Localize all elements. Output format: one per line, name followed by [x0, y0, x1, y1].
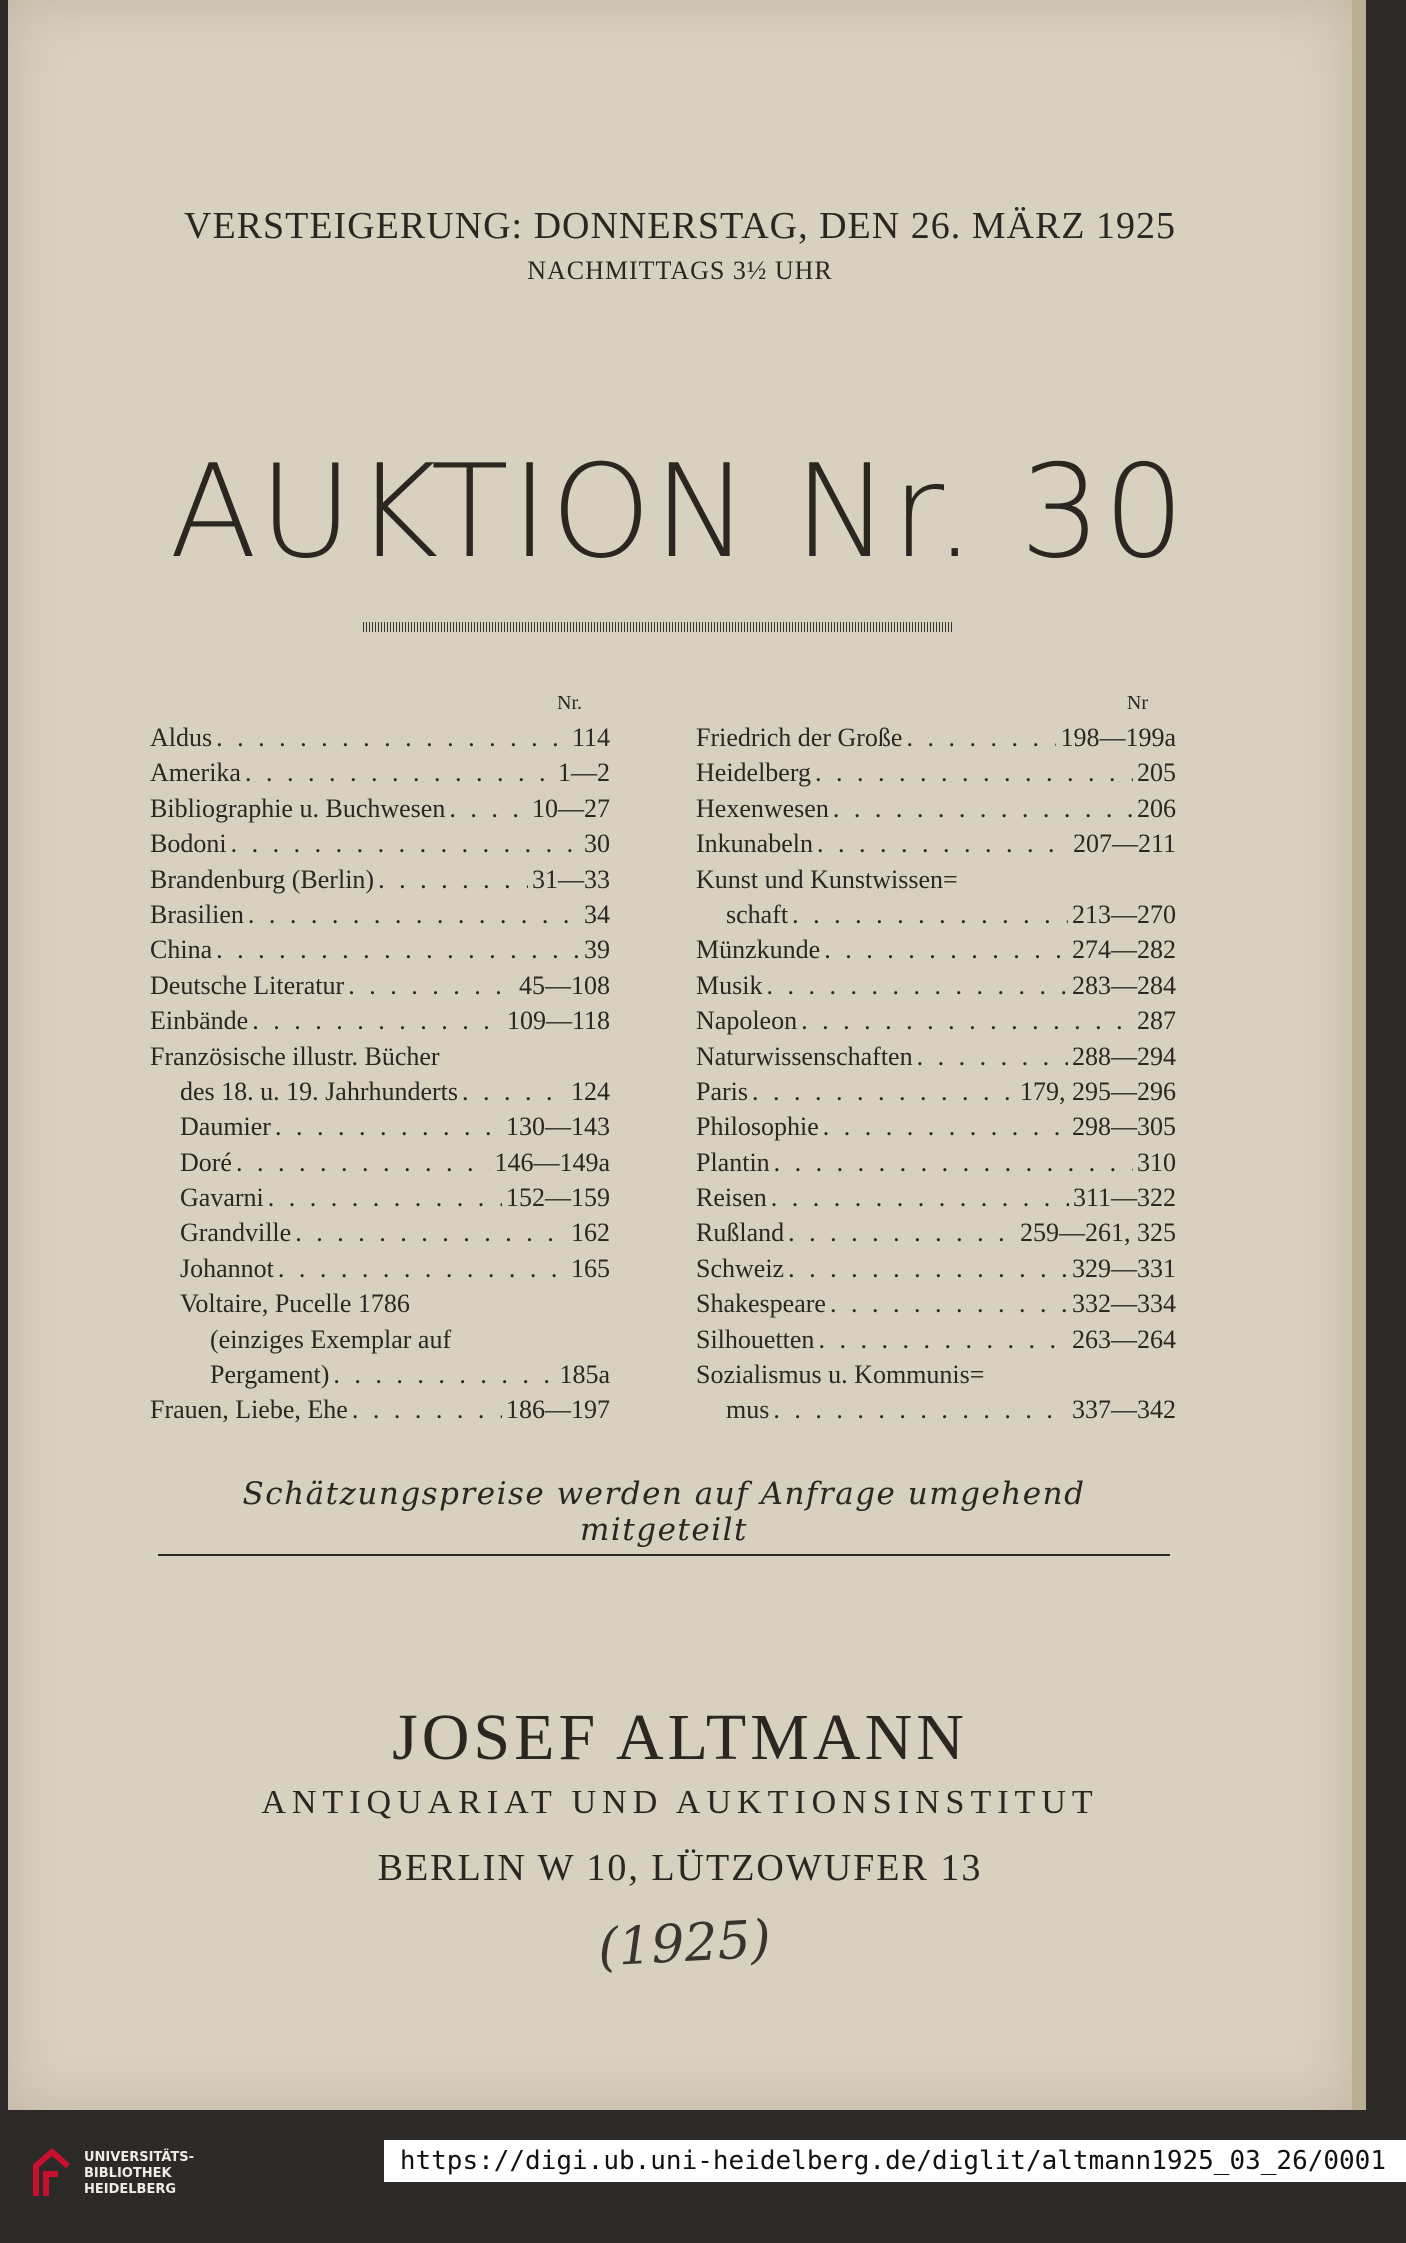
logo-line: BIBLIOTHEK: [84, 2166, 172, 2181]
entry-label: Shakespeare: [696, 1289, 826, 1319]
entry-label: Daumier: [180, 1112, 271, 1142]
entry-label: Inkunabeln: [696, 829, 813, 859]
entry-label: (einziges Exemplar auf: [210, 1324, 452, 1354]
permalink-url[interactable]: https://digi.ub.uni-heidelberg.de/diglit/altmann1925_03_26/0001: [384, 2140, 1406, 2182]
entry-number: 205: [1137, 758, 1176, 788]
index-entry: [696, 1251, 1176, 1286]
entry-label: Napoleon: [696, 1006, 798, 1036]
index-entry: [150, 1003, 610, 1038]
entry-label: Französische illustr. Bücher: [150, 1041, 440, 1071]
index-entry: [150, 932, 610, 967]
entry-number: 288—294: [1072, 1041, 1176, 1071]
entry-label: Grandville: [180, 1218, 292, 1248]
dot-leader: [378, 862, 528, 897]
dot-leader: [752, 1074, 1016, 1109]
index-entry: [696, 1392, 1176, 1427]
entry-label: Paris: [696, 1076, 748, 1106]
dot-leader: [833, 791, 1133, 826]
index-entry: [150, 1215, 610, 1250]
entry-label: des 18. u. 19. Jahrhunderts: [180, 1076, 459, 1106]
entry-label: China: [150, 935, 213, 965]
dot-leader: [295, 1215, 567, 1250]
entry-number: 30: [584, 829, 610, 859]
entry-number: 31—33: [532, 864, 610, 894]
entry-number: 179, 295—296: [1020, 1076, 1176, 1106]
entry-label: Bibliographie u. Buchwesen: [150, 793, 446, 823]
dot-leader: [449, 791, 528, 826]
entry-number: 109—118: [506, 1006, 610, 1036]
entry-label: Frauen, Liebe, Ehe: [150, 1395, 348, 1425]
index-entry: [696, 897, 1176, 932]
entry-label: Musik: [696, 970, 763, 1000]
firm-name: JOSEF ALTMANN: [392, 1701, 968, 1774]
index-column-left: [150, 692, 610, 1428]
entry-label: Doré: [180, 1147, 232, 1177]
index-entry: [150, 1109, 610, 1144]
index-column-right: [696, 692, 1176, 1428]
entry-label: Deutsche Literatur: [150, 970, 345, 1000]
price-estimate-note: Schätzungspreise werden auf Anfrage umgehend mitgeteilt: [158, 1476, 1170, 1556]
entry-label: Amerika: [150, 758, 241, 788]
dot-leader: [801, 1003, 1133, 1038]
dot-leader: [766, 968, 1068, 1003]
index-entry: [696, 1003, 1176, 1038]
dot-leader: [245, 755, 554, 790]
dot-leader: [268, 1180, 502, 1215]
entry-label: mus: [726, 1395, 770, 1425]
entry-number: 298—305: [1072, 1112, 1176, 1142]
entry-label: Silhouetten: [696, 1324, 815, 1354]
entry-label: Einbände: [150, 1006, 249, 1036]
entry-label: Friedrich der Große: [696, 723, 903, 752]
index-entry: [150, 720, 610, 755]
index-entry: [696, 1215, 1176, 1250]
index-entry: [696, 862, 1176, 897]
entry-label: Sozialismus u. Kommunis=: [696, 1360, 985, 1390]
logo-line: HEIDELBERG: [84, 2182, 177, 2197]
entry-label: Pergament): [210, 1360, 330, 1390]
entry-number: 152—159: [506, 1183, 610, 1213]
index-entry: [696, 932, 1176, 967]
firm-address: BERLIN W 10, LÜTZOWUFER 13: [377, 1847, 983, 1889]
index-entry: [150, 1074, 610, 1109]
entry-label: schaft: [726, 899, 789, 929]
index-entry: [150, 862, 610, 897]
index-entry: [696, 720, 1176, 755]
dot-leader: [216, 720, 568, 755]
entry-number: 165: [571, 1253, 610, 1283]
index-entry: [150, 1286, 610, 1321]
entry-number: 130—143: [506, 1112, 610, 1142]
dot-leader: [818, 1322, 1068, 1357]
dot-leader: [774, 1145, 1133, 1180]
entry-label: Johannot: [180, 1253, 274, 1283]
nr-column-header: Nr.: [557, 692, 582, 714]
index-entry: [150, 1322, 610, 1357]
ornament-divider: [363, 622, 953, 632]
entry-label: Aldus: [150, 723, 213, 752]
entry-number: 185a: [559, 1360, 610, 1390]
entry-label: Philosophie: [696, 1112, 819, 1142]
dot-leader: [216, 932, 580, 967]
entry-number: 274—282: [1072, 935, 1176, 965]
catalog-page: [8, 0, 1352, 2110]
index-entry: [696, 755, 1176, 790]
entry-label: Voltaire, Pucelle 1786: [180, 1289, 410, 1319]
entry-number: 10—27: [532, 793, 610, 823]
entry-number: 114: [571, 723, 610, 752]
entry-number: 34: [584, 899, 610, 929]
index-entry: [696, 1145, 1176, 1180]
dot-leader: [348, 968, 515, 1003]
entry-number: 207—211: [1072, 829, 1176, 859]
dot-leader: [815, 755, 1133, 790]
entry-label: Kunst und Kunstwissen=: [696, 864, 958, 894]
index-entry: [696, 1357, 1176, 1392]
library-logo-icon: [32, 2148, 72, 2200]
entry-number: 213—270: [1072, 899, 1176, 929]
index-entry: [150, 1392, 610, 1427]
dot-leader: [275, 1109, 502, 1144]
index-entry: [150, 1251, 610, 1286]
dot-leader: [248, 897, 580, 932]
entry-number: 259—261, 325: [1020, 1218, 1176, 1248]
entry-label: Gavarni: [180, 1183, 264, 1213]
index-entry: [696, 791, 1176, 826]
dot-leader: [792, 897, 1068, 932]
nr-column-header: Nr: [1126, 692, 1148, 714]
index-entry: [150, 1180, 610, 1215]
page-title: AUKTION Nr. 30: [169, 438, 1187, 587]
index-entry: [150, 791, 610, 826]
dot-leader: [462, 1074, 567, 1109]
index-entry: [696, 826, 1176, 861]
entry-number: 162: [571, 1218, 610, 1248]
entry-number: 1—2: [558, 758, 610, 788]
entry-label: Plantin: [696, 1147, 770, 1177]
entry-number: 310: [1137, 1147, 1176, 1177]
entry-number: 329—331: [1072, 1253, 1176, 1283]
dot-leader: [917, 1039, 1068, 1074]
dot-leader: [773, 1392, 1068, 1427]
index-entry: [696, 1180, 1176, 1215]
firm-subtitle: ANTIQUARIAT UND AUKTIONSINSTITUT: [261, 1784, 1099, 1821]
dot-leader: [236, 1145, 490, 1180]
dot-leader: [231, 826, 580, 861]
index-entry: [150, 826, 610, 861]
dot-leader: [788, 1215, 1016, 1250]
index-entry: [150, 1357, 610, 1392]
index-entry: [696, 1109, 1176, 1144]
entry-label: Bodoni: [150, 829, 227, 859]
entry-number: 263—264: [1072, 1324, 1176, 1354]
index-entry: [696, 1286, 1176, 1321]
index-entry: [696, 1039, 1176, 1074]
handwritten-year: (1925): [596, 1909, 773, 1979]
entry-label: Schweiz: [696, 1253, 785, 1283]
entry-number: 337—342: [1072, 1395, 1176, 1425]
dot-leader: [817, 826, 1069, 861]
entry-number: 146—149a: [494, 1147, 610, 1177]
dot-leader: [333, 1357, 555, 1392]
entry-label: Reisen: [696, 1183, 767, 1213]
dot-leader: [252, 1003, 503, 1038]
entry-number: 186—197: [506, 1395, 610, 1425]
logo-line: UNIVERSITÄTS-: [84, 2150, 194, 2165]
entry-number: 45—108: [519, 970, 610, 1000]
entry-label: Rußland: [696, 1218, 785, 1248]
dot-leader: [906, 720, 1056, 755]
dot-leader: [771, 1180, 1069, 1215]
entry-label: Brasilien: [150, 899, 244, 929]
library-logo-text: [84, 2150, 194, 2198]
index-entry: [150, 968, 610, 1003]
entry-number: 198—199a: [1060, 723, 1176, 752]
entry-label: Hexenwesen: [696, 793, 829, 823]
index-entry: [696, 1074, 1176, 1109]
entry-number: 287: [1137, 1006, 1176, 1036]
auction-time-line: NACHMITTAGS 3½ UHR: [527, 256, 833, 285]
index-entry: [150, 1039, 610, 1074]
auction-date-line: VERSTEIGERUNG: DONNERSTAG, DEN 26. MÄRZ 1925: [184, 205, 1176, 247]
dot-leader: [830, 1286, 1068, 1321]
index-entry: [696, 1322, 1176, 1357]
dot-leader: [824, 932, 1068, 967]
entry-number: 311—322: [1072, 1183, 1176, 1213]
entry-number: 39: [584, 935, 610, 965]
dot-leader: [278, 1251, 567, 1286]
entry-number: 332—334: [1072, 1289, 1176, 1319]
index-entry: [150, 1145, 610, 1180]
dot-leader: [823, 1109, 1068, 1144]
entry-number: 206: [1137, 793, 1176, 823]
entry-number: 283—284: [1072, 970, 1176, 1000]
entry-label: Heidelberg: [696, 758, 812, 788]
index-entry: [696, 968, 1176, 1003]
index-entry: [150, 897, 610, 932]
entry-label: Münzkunde: [696, 935, 821, 965]
entry-label: Brandenburg (Berlin): [150, 864, 375, 894]
index-entry: [150, 755, 610, 790]
entry-number: 124: [571, 1076, 610, 1106]
dot-leader: [352, 1392, 502, 1427]
dot-leader: [788, 1251, 1068, 1286]
entry-label: Naturwissenschaften: [696, 1041, 913, 1071]
page-edge: [1352, 0, 1366, 2110]
